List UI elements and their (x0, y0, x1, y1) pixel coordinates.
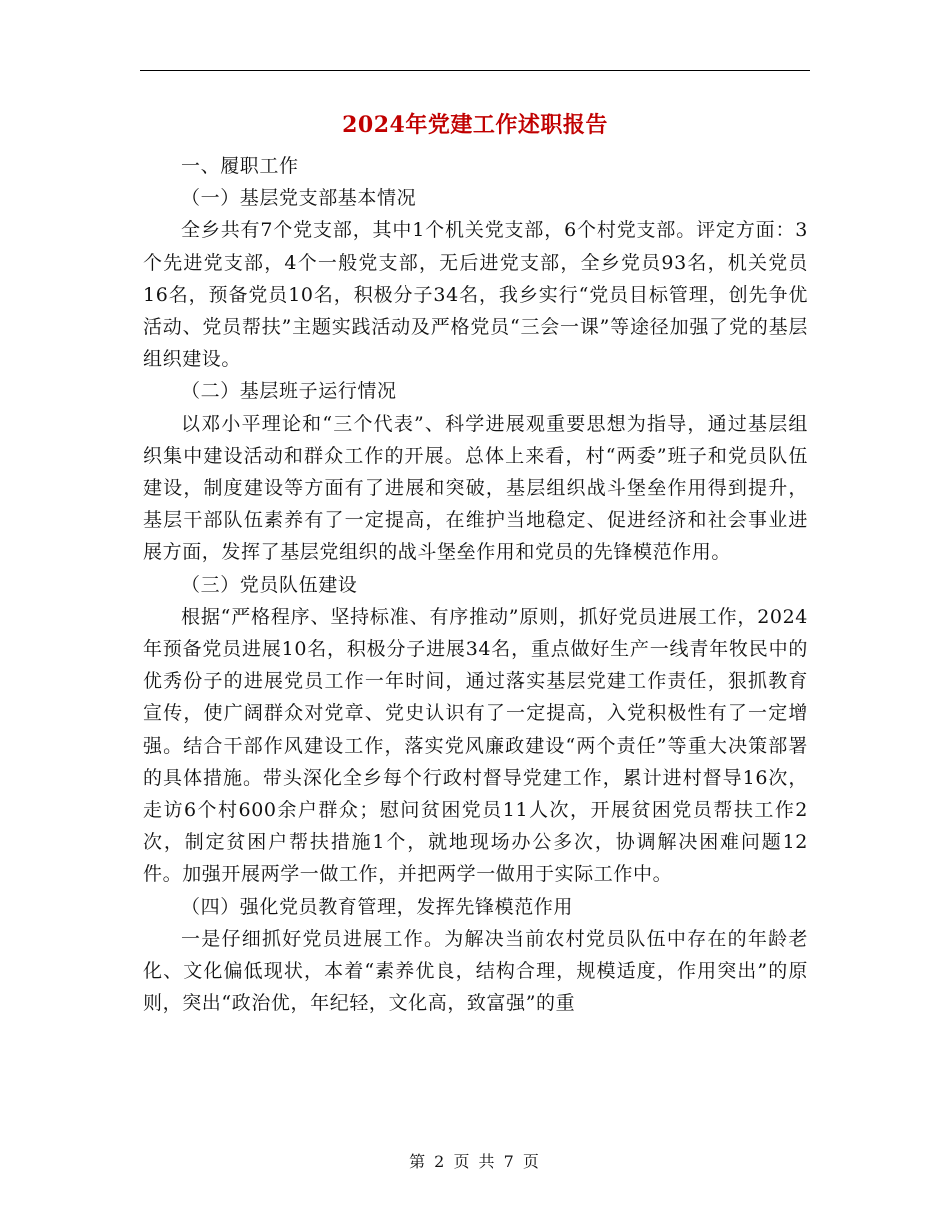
section-heading-1: 一、履职工作 (181, 155, 299, 177)
document-title: 2024年党建工作述职报告 (342, 112, 608, 138)
subsection-heading-4: （四）强化党员教育管理，发挥先锋模范作用 (181, 895, 574, 918)
paragraph: 根据“严格程序、坚持标准、有序推动”原则，抓好党员进展工作，2024年预备党员进展10名，积极分子进展34名，重点做好生产一线青年牧民中的优秀份子的进展党员工作一年时间，通过落实基层党建工作责任，狠抓教育宣传，使广阔群众对党章、党史认识有了一定提高，入党积极性有了一定增强。结合干部作风建设工作，落实党风廉政建设“两个责任”等重大决策部署的具体措施。带头深化全乡每个行政村督导党建工作，累计进村督导16次，走访6个村600余户群众；慰问贫困党员11人次，开展贫困党员帮扶工作2次，制定贫困户帮扶措施1个，就地现场办公多次，协调解决困难问题12件。加强开展两学一做工作，并把两学一做用于实际工作中。 (143, 605, 808, 886)
subsection-heading-3: （三）党员队伍建设 (181, 573, 358, 596)
page-number: 第 2 页 共 7 页 (409, 1152, 541, 1171)
document-body (143, 150, 808, 1019)
paragraph: 一是仔细抓好党员进展工作。为解决当前农村党员队伍中存在的年龄老化、文化偏低现状，本着“素养优良，结构合理，规模适度，作用突出”的原则，突出“政治优，年纪轻，文化高，致富强”的重 (143, 927, 808, 1015)
subsection-heading-2: （二）基层班子运行情况 (181, 380, 397, 403)
header-rule (140, 70, 810, 71)
paragraph: 以邓小平理论和“三个代表”、科学进展观重要思想为指导，通过基层组织集中建设活动和群众工作的开展。总体上来看，村“两委”班子和党员队伍建设，制度建设等方面有了进展和突破，基层组织战斗堡垒作用得到提升，基层干部队伍素养有了一定提高，在维护当地稳定、促进经济和社会事业进展方面，发挥了基层党组织的战斗堡垒作用和党员的先锋模范作用。 (143, 412, 808, 564)
paragraph: 全乡共有7个党支部，其中1个机关党支部，6个村党支部。评定方面：3个先进党支部，4个一般党支部，无后进党支部，全乡党员93名，机关党员16名，预备党员10名，积极分子34名，我乡实行“党员目标管理，创先争优活动、党员帮扶”主题实践活动及严格党员“三会一课”等途径加强了党的基层组织建设。 (143, 219, 808, 371)
subsection-heading-1: （一）基层党支部基本情况 (181, 187, 417, 210)
